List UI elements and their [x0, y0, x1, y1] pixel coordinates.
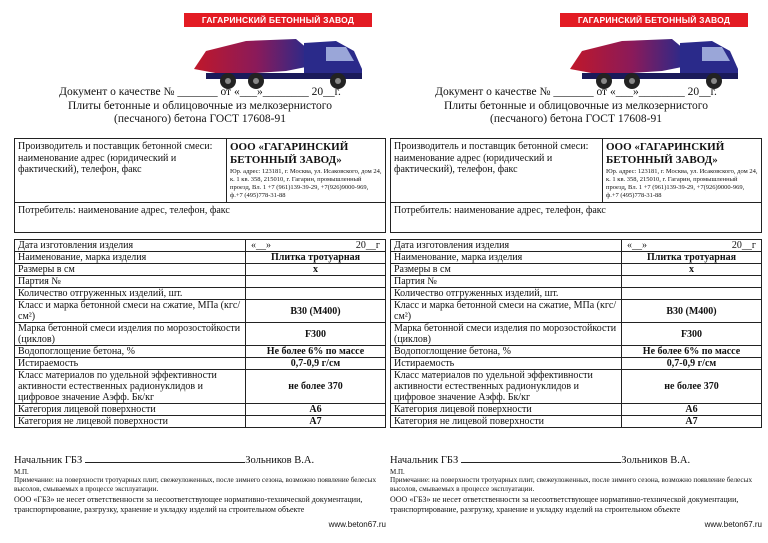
note-liability: ООО «ГБЗ» не несет ответственности за несоответствующее нормативно-технической документации, транспортирование, разгрузку, хранение и укладку изделий на строительном объекте: [14, 495, 363, 514]
date-year: 20__г: [731, 240, 756, 251]
table-row: [15, 416, 386, 428]
row-label: Истираемость: [15, 358, 246, 370]
signature-label: Начальник ГБЗ: [14, 455, 83, 466]
concrete-truck-icon: [562, 29, 746, 91]
table-row: [15, 264, 386, 276]
brand-name: ГАГАРИНСКИЙ БЕТОННЫЙ ЗАВОД: [184, 13, 372, 27]
row-value: А7: [622, 416, 762, 428]
signature-block: [14, 453, 386, 477]
table-row: [391, 288, 762, 300]
table-row: [15, 276, 386, 288]
row-label: Водопоглощение бетона, %: [391, 346, 622, 358]
row-label: Партия №: [391, 276, 622, 288]
table-row: [391, 240, 762, 252]
manufacturer-label: Производитель и поставщик бетонной смеси: наименование адрес (юридический и фактический), телефон, факс: [15, 139, 227, 203]
row-value: х: [246, 264, 386, 276]
brand-name: ГАГАРИНСКИЙ БЕТОННЫЙ ЗАВОД: [560, 13, 748, 27]
row-value: Плитка тротуарная: [622, 252, 762, 264]
row-label: Наименование, марка изделия: [15, 252, 246, 264]
row-label: Количество отгруженных изделий, шт.: [391, 288, 622, 300]
stamp-label: М.П.: [390, 468, 405, 476]
row-label: Марка бетонной смеси изделия по морозостойкости (циклов): [15, 323, 246, 346]
table-row: [15, 288, 386, 300]
table-row: [15, 300, 386, 323]
table-row: [391, 264, 762, 276]
manufacturer-address: Юр. адрес: 123181, г. Москва, ул. Исаковского, дом 24, к. 1 кв. 358, 215010, г. Гагарин, промышленный проезд, Вл. 1 +7 (961)139-39-29, +7(926)9000-969, ф.+7 (495)778-31-88: [230, 168, 382, 199]
manufacturer-info: [227, 139, 386, 203]
signature-line: [461, 453, 621, 463]
row-label: Категория не лицевой поверхности: [391, 416, 622, 428]
row-label: Дата изготовления изделия: [15, 240, 246, 252]
date-day: «__»: [627, 240, 647, 251]
table-row: [15, 358, 386, 370]
row-label: Дата изготовления изделия: [391, 240, 622, 252]
manufacturer-table: [14, 138, 386, 233]
row-label: Количество отгруженных изделий, шт.: [15, 288, 246, 300]
row-label: Марка бетонной смеси изделия по морозостойкости (циклов): [391, 323, 622, 346]
website-link[interactable]: www.beton67.ru: [328, 520, 386, 529]
row-label: Класс и марка бетонной смеси на сжатие, МПа (кгс/см²): [15, 300, 246, 323]
row-label: Класс материалов по удельной эффективности активности естественных радионуклидов и цифровое значение Аэфф. Бк/кг: [391, 370, 622, 404]
consumer-label: Потребитель: наименование адрес, телефон, факс: [391, 203, 762, 233]
row-value: В30 (М400): [622, 300, 762, 323]
row-value: В30 (М400): [246, 300, 386, 323]
company-logo: [560, 13, 748, 91]
row-value: Не более 6% по массе: [246, 346, 386, 358]
row-value: [246, 276, 386, 288]
row-value: Не более 6% по массе: [622, 346, 762, 358]
row-label: Партия №: [15, 276, 246, 288]
header-line-3: (песчаного) бетона ГОСТ 17608-91: [490, 113, 662, 125]
document-header: [390, 86, 762, 127]
table-row: [391, 300, 762, 323]
company-logo: [184, 13, 372, 91]
manufacturer-name: ООО «ГАГАРИНСКИЙ БЕТОННЫЙ ЗАВОД»: [606, 141, 725, 166]
header-line-1: Документ о качестве № _______ от «___»________ 20__г.: [435, 86, 717, 98]
date-year: 20__г: [355, 240, 380, 251]
document-copy-left: [14, 0, 386, 543]
table-row: [391, 404, 762, 416]
row-value: [622, 288, 762, 300]
signature-name: Зольников В.А.: [621, 455, 691, 466]
manufacturer-name: ООО «ГАГАРИНСКИЙ БЕТОННЫЙ ЗАВОД»: [230, 141, 349, 166]
row-value: [622, 276, 762, 288]
row-value: не более 370: [246, 370, 386, 404]
stamp-label: М.П.: [14, 468, 29, 476]
website-link[interactable]: www.beton67.ru: [704, 520, 762, 529]
properties-table: [390, 239, 762, 428]
table-row: [391, 346, 762, 358]
header-line-2: Плиты бетонные и облицовочные из мелкозернистого: [68, 99, 332, 112]
table-row: [15, 252, 386, 264]
row-label: Класс материалов по удельной эффективности активности естественных радионуклидов и цифровое значение Аэфф. Бк/кг: [15, 370, 246, 404]
signature-line: [85, 453, 245, 463]
signature-block: [390, 453, 762, 477]
row-label: Размеры в см: [391, 264, 622, 276]
manufacturer-table: [390, 138, 762, 233]
row-value: А6: [622, 404, 762, 416]
row-label: Истираемость: [391, 358, 622, 370]
signature-name: Зольников В.А.: [245, 455, 315, 466]
concrete-truck-icon: [186, 29, 370, 91]
manufacturer-label: Производитель и поставщик бетонной смеси: наименование адрес (юридический и фактический), телефон, факс: [391, 139, 603, 203]
row-label: Класс и марка бетонной смеси на сжатие, МПа (кгс/см²): [391, 300, 622, 323]
properties-table: [14, 239, 386, 428]
note-efflorescence: Примечание: на поверхности тротуарных плит, свежеуложенных, после зимнего сезона, возможно появление белесых высолов, смываемых в процессе эксплуатации.: [390, 476, 753, 493]
row-label: Категория лицевой поверхности: [391, 404, 622, 416]
table-row: [391, 323, 762, 346]
header-line-2: Плиты бетонные и облицовочные из мелкозернистого: [444, 99, 708, 112]
row-label: Наименование, марка изделия: [391, 252, 622, 264]
document-header: [14, 86, 386, 127]
row-value: А7: [246, 416, 386, 428]
row-value: F300: [622, 323, 762, 346]
note-efflorescence: Примечание: на поверхности тротуарных плит, свежеуложенных, после зимнего сезона, возможно появление белесых высолов, смываемых в процессе эксплуатации.: [14, 476, 377, 493]
header-line-1: Документ о качестве № _______ от «___»________ 20__г.: [59, 86, 341, 98]
table-row: [15, 370, 386, 404]
row-value: х: [622, 264, 762, 276]
table-row: [391, 358, 762, 370]
row-value: [246, 288, 386, 300]
table-row: [15, 404, 386, 416]
row-value: Плитка тротуарная: [246, 252, 386, 264]
row-value: 0,7-0,9 г/см: [246, 358, 386, 370]
row-value: 0,7-0,9 г/см: [622, 358, 762, 370]
signature-label: Начальник ГБЗ: [390, 455, 459, 466]
manufacturer-info: [603, 139, 762, 203]
header-line-3: (песчаного) бетона ГОСТ 17608-91: [114, 113, 286, 125]
row-value: [246, 240, 386, 252]
row-label: Размеры в см: [15, 264, 246, 276]
table-row: [391, 416, 762, 428]
manufacturer-address: Юр. адрес: 123181, г. Москва, ул. Исаковского, дом 24, к. 1 кв. 358, 215010, г. Гагарин, промышленный проезд, Вл. 1 +7 (961)139-39-29, +7(926)9000-969, ф.+7 (495)778-31-88: [606, 168, 758, 199]
row-value: А6: [246, 404, 386, 416]
table-row: [391, 370, 762, 404]
row-value: не более 370: [622, 370, 762, 404]
consumer-label: Потребитель: наименование адрес, телефон, факс: [15, 203, 386, 233]
table-row: [391, 276, 762, 288]
row-label: Категория не лицевой поверхности: [15, 416, 246, 428]
table-row: [15, 346, 386, 358]
row-label: Категория лицевой поверхности: [15, 404, 246, 416]
note-liability: ООО «ГБЗ» не несет ответственности за несоответствующее нормативно-технической документации, транспортирование, разгрузку, хранение и укладку изделий на строительном объекте: [390, 495, 739, 514]
table-row: [391, 252, 762, 264]
date-day: «__»: [251, 240, 271, 251]
row-value: F300: [246, 323, 386, 346]
row-label: Водопоглощение бетона, %: [15, 346, 246, 358]
row-value: [622, 240, 762, 252]
table-row: [15, 240, 386, 252]
document-copy-right: [390, 0, 762, 543]
table-row: [15, 323, 386, 346]
